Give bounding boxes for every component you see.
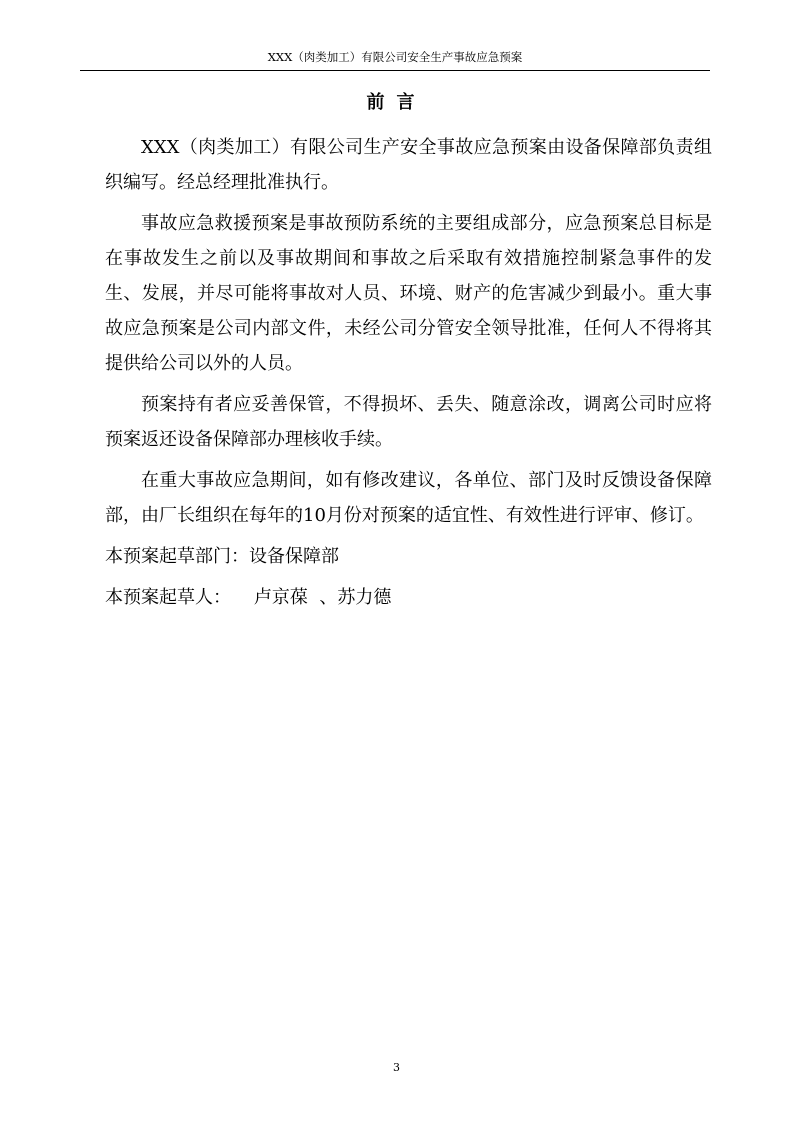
page-number: 3 bbox=[393, 1061, 400, 1074]
drafting-department: 本预案起草部门：设备保障部 bbox=[105, 546, 339, 567]
paragraph-2: 事故应急救援预案是事故预防系统的主要组成部分，应急预案总目标是在事故发生之前以及事故期间和事故之后采取有效措施控制紧急事件的发生、发展，并尽可能将事故对人员、环境、财产的危害减少到最小。重大事故应急预案是公司内部文件，未经公司分管安全领导批准，任何人不得将其提供给公司以外的人员。 bbox=[105, 213, 712, 374]
document-title: 前言 bbox=[366, 92, 427, 113]
drafters: 本预案起草人： 卢京葆 、苏力德 bbox=[105, 587, 392, 608]
document-body bbox=[105, 130, 712, 621]
paragraph-4: 在重大事故应急期间，如有修改建议，各单位、部门及时反馈设备保障部，由厂长组织在每年的10月份对预案的适宜性、有效性进行评审、修订。 bbox=[105, 470, 712, 526]
paragraph-3: 预案持有者应妥善保管，不得损坏、丢失、随意涂改，调离公司时应将预案返还设备保障部办理核收手续。 bbox=[105, 394, 712, 450]
page-header bbox=[80, 48, 710, 71]
paragraph-1: XXX（肉类加工）有限公司生产安全事故应急预案由设备保障部负责组织编写。经总经理批准执行。 bbox=[105, 137, 712, 193]
header-text: XXX（肉类加工）有限公司安全生产事故应急预案 bbox=[267, 50, 523, 64]
